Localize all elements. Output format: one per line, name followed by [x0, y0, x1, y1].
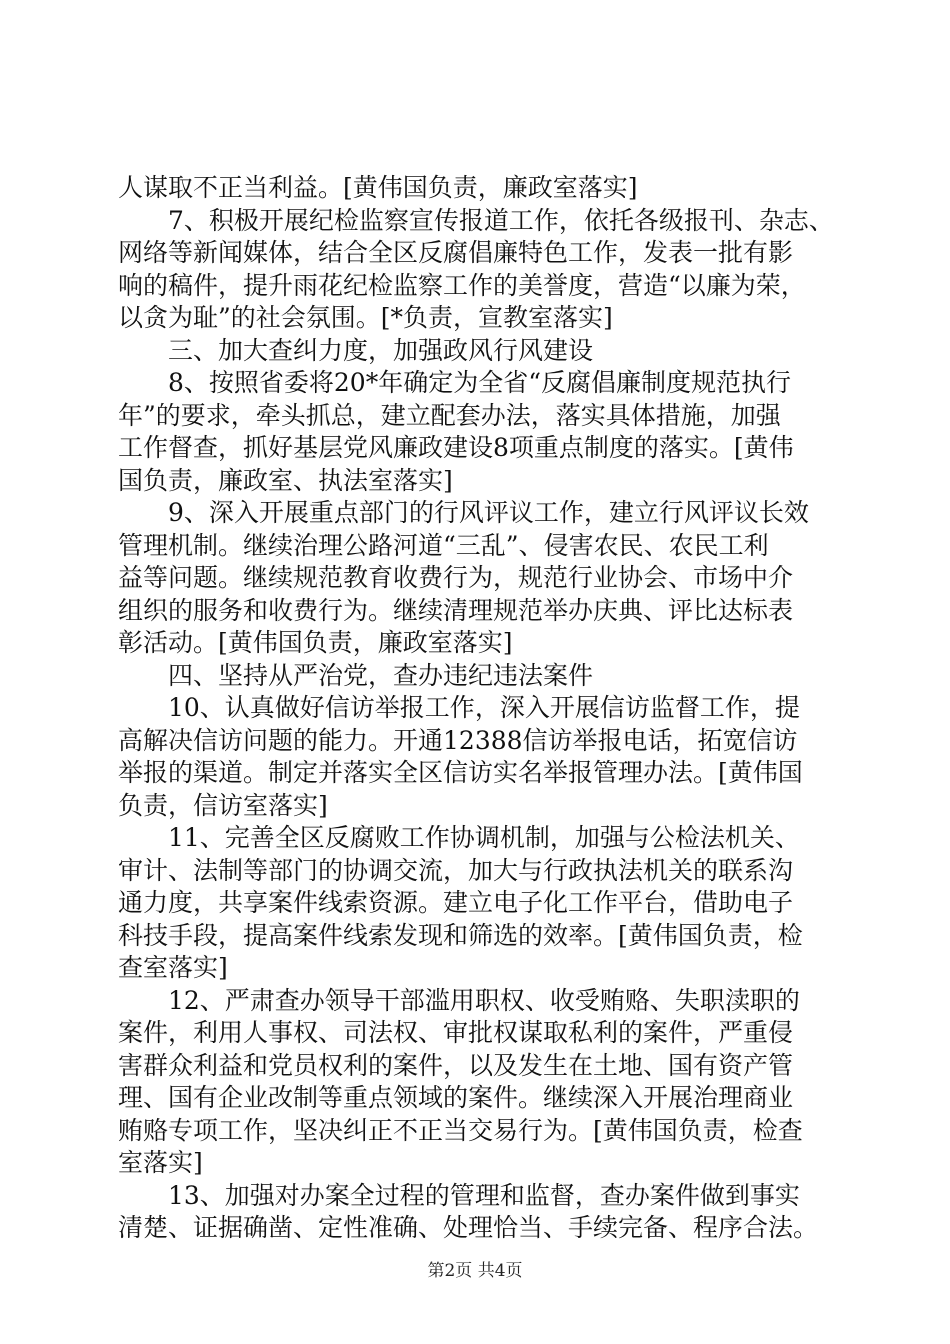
text-line: 举报的渠道。制定并落实全区信访实名举报管理办法。[黄伟国 — [118, 758, 803, 787]
text-line: 高解决信访问题的能力。开通12388信访举报电话，拓宽信访 — [118, 725, 798, 755]
text-line: 理、国有企业改制等重点领域的案件。继续深入开展治理商业 — [118, 1083, 794, 1112]
text-line: 清楚、证据确凿、定性准确、处理恰当、手续完备、程序合法。 — [118, 1213, 819, 1242]
text-line: 案件，利用人事权、司法权、审批权谋取私利的案件，严重侵 — [118, 1018, 794, 1047]
text-line: 响的稿件，提升雨花纪检监察工作的美誉度，营造“以廉为荣， — [118, 270, 806, 300]
text-line: 管理机制。继续治理公路河道“三乱”、侵害农民、农民工利 — [118, 530, 769, 560]
text-line: 11、完善全区反腐败工作协调机制，加强与公检法机关、 — [168, 823, 800, 852]
text-line: 四、坚持从严治党，查办违纪违法案件 — [168, 660, 594, 690]
text-line: 彰活动。[黄伟国负责，廉政室落实] — [118, 628, 513, 657]
text-line: 室落实] — [118, 1148, 203, 1177]
text-line: 负责，信访室落实] — [118, 790, 328, 820]
text-line: 科技手段，提高案件线索发现和筛选的效率。[黄伟国负责，检 — [118, 920, 803, 950]
document-body — [118, 172, 838, 1245]
text-line: 9、深入开展重点部门的行风评议工作，建立行风评议长效 — [168, 498, 809, 527]
text-line: 人谋取不正当利益。[黄伟国负责，廉政室落实] — [118, 173, 638, 202]
text-line: 7、积极开展纪检监察宣传报道工作，依托各级报刊、杂志、 — [168, 205, 834, 235]
text-line: 年”的要求，牵头抓总，建立配套办法，落实具体措施，加强 — [118, 400, 781, 430]
text-line: 13、加强对办案全过程的管理和监督，查办案件做到事实 — [168, 1180, 800, 1210]
page-footer: 第2页 共4页 — [427, 1261, 523, 1281]
text-line: 8、按照省委将20*年确定为全省“反腐倡廉制度规范执行 — [168, 368, 792, 397]
text-line: 贿赂专项工作，坚决纠正不正当交易行为。[黄伟国负责，检查 — [118, 1115, 803, 1145]
text-line: 通力度，共享案件线索资源。建立电子化工作平台，借助电子 — [118, 888, 794, 917]
text-line: 审计、法制等部门的协调交流，加大与行政执法机关的联系沟 — [118, 855, 794, 885]
text-line: 三、加大查纠力度，加强政风行风建设 — [168, 335, 594, 365]
text-line: 益等问题。继续规范教育收费行为，规范行业协会、市场中介 — [118, 563, 794, 592]
text-line: 以贪为耻”的社会氛围。[*负责，宣教室落实] — [118, 303, 613, 332]
text-line: 国负责，廉政室、执法室落实] — [118, 465, 453, 495]
text-line: 网络等新闻媒体，结合全区反腐倡廉特色工作，发表一批有影 — [118, 238, 794, 267]
text-line: 工作督查，抓好基层党风廉政建设8项重点制度的落实。[黄伟 — [118, 433, 794, 462]
text-line: 10、认真做好信访举报工作，深入开展信访监督工作，提 — [168, 693, 800, 722]
text-line: 组织的服务和收费行为。继续清理规范举办庆典、评比达标表 — [118, 595, 794, 625]
text-line: 害群众利益和党员权利的案件，以及发生在土地、国有资产管 — [118, 1050, 794, 1080]
text-line: 12、严肃查办领导干部滥用职权、收受贿赂、失职渎职的 — [168, 985, 800, 1015]
text-line: 查室落实] — [118, 953, 228, 982]
